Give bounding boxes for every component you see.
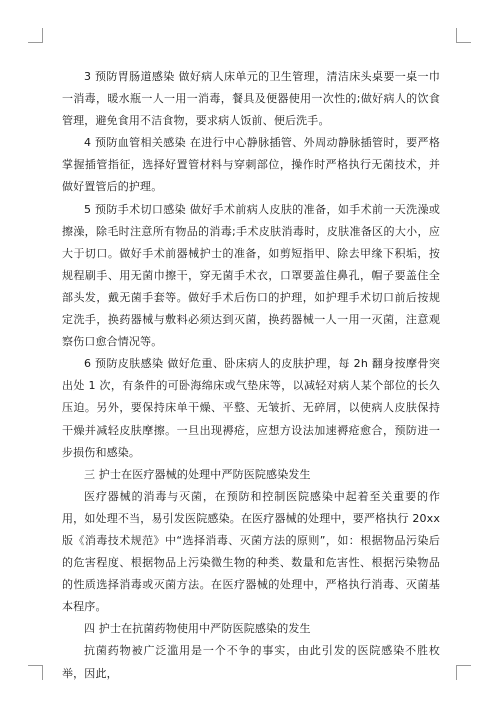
crop-mark-bottom-left	[28, 665, 43, 680]
crop-mark-top-left	[28, 28, 43, 43]
paragraph-prevent-surgical-incision-infection: 5 预防手术切口感染 做好手术前病人皮肤的准备，如手术前一天洗澡或擦澡，除毛时注意所有物品的消毒;手术皮肤消毒时，皮肤准备区的大小，应大于切口。做好手术前器械护士的准备，如剪短指甲、除去甲缘下积垢，按规程刷手、用无菌巾擦干，穿无菌手术衣，口罩要盖住鼻孔，帽子要盖住全部头发，戴无菌手套等。做好手术后伤口的护理，如护理手术切口前后按规定洗手，换药器械与敷料必须达到灭菌，换药器械一人一用一灭菌，注意观察伤口愈合情况等。	[62, 202, 440, 349]
paragraph-medical-device-disinfection: 医疗器械的消毒与灭菌，在预防和控制医院感染中起着至关重要的作用，如处理不当，易引发医院感染。在医疗器械的处理中，要严格执行 20xx 版《消毒技术规范》中“选择消毒、灭菌方法的原则”，如：根据物品污染后的危害程度、根据物品上污染微生物的种类、数量和危害性、根据污染物品的性质选择消毒或灭菌方法。在医疗器械的处理中，严格执行消毒、灭菌基本程序。	[62, 489, 440, 614]
paragraph-prevent-skin-infection: 6 预防皮肤感染 做好危重、卧床病人的皮肤护理，每 2h 翻身按摩骨突出处 1 次，有条件的可卧海绵床或气垫床等，以减轻对病人某个部位的长久压迫。另外，要保持床单干燥、平整、无皱折、无碎屑，以使病人皮肤保持干燥并减轻皮肤摩擦。一旦出现褥疮，应想方设法加速褥疮愈合，预防进一步损伤和感染。	[62, 357, 440, 459]
section-heading-medical-devices: 三 护士在医疗器械的处理中严防医院感染发生	[84, 467, 311, 481]
paragraph-prevent-gastrointestinal-infection: 3 预防胃肠道感染 做好病人床单元的卫生管理，清洁床头桌要一桌一巾一消毒，暖水瓶一人一用一消毒，餐具及便器使用一次性的;做好病人的饮食管理，避免食用不洁食物，要求病人饭前、便后洗手。	[62, 70, 440, 128]
crop-mark-bottom-right	[456, 665, 471, 680]
crop-mark-top-right	[456, 28, 471, 43]
paragraph-antibiotic-misuse: 抗菌药物被广泛滥用是一个不争的事实，由此引发的医院感染不胜枚举，因此，	[62, 644, 440, 680]
paragraph-prevent-vascular-infection: 4 预防血管相关感染 在进行中心静脉插管、外周动静脉插管时，要严格掌握插管指征，选择好置管材料与穿刺部位，操作时严格执行无菌技术，并做好置管后的护理。	[62, 136, 440, 194]
document-body	[62, 66, 440, 685]
section-heading-antibiotics: 四 护士在抗菌药物使用中严防医院感染的发生	[84, 622, 311, 636]
